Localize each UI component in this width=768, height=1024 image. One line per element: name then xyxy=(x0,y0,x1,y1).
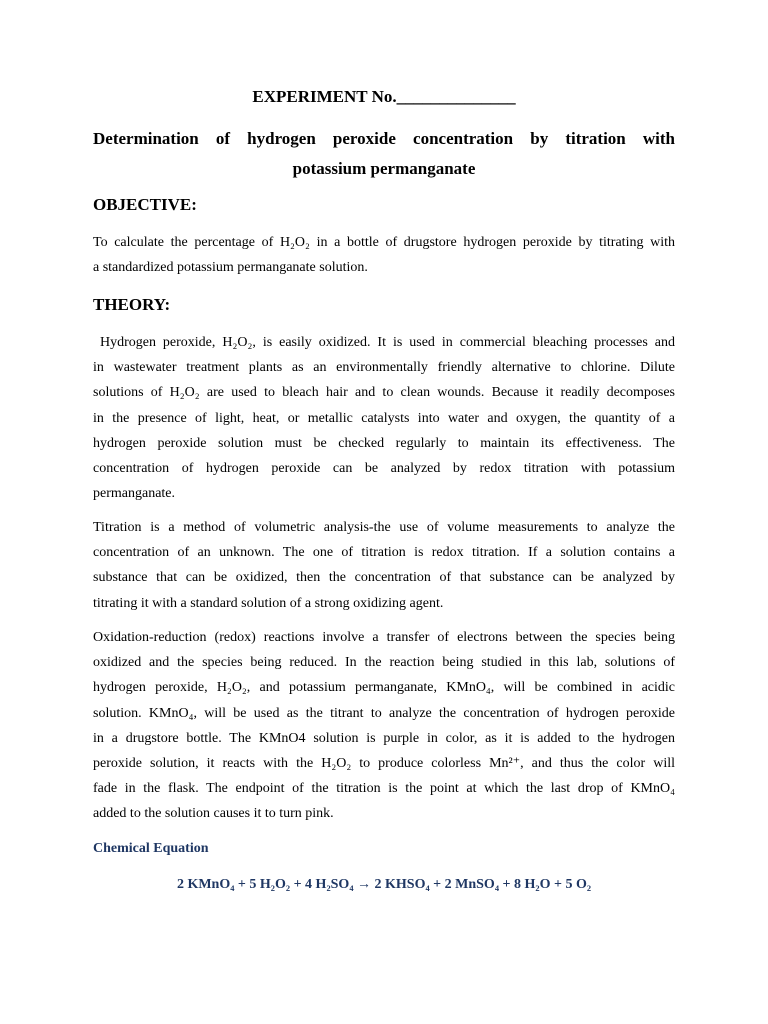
theory-line: solution. KMnO₄, will be used as the titrant to analyze the concentration of hydrogen peroxide xyxy=(93,705,675,721)
objective-heading: OBJECTIVE: xyxy=(93,195,197,214)
theory-paragraph-3 xyxy=(93,625,675,827)
theory-line: in the presence of light, heat, or metallic catalysts into water and oxygen, the quantity of a xyxy=(93,410,675,426)
document-title xyxy=(93,124,675,184)
theory-line: fade in the flask. The endpoint of the titration is the point at which the last drop of KMnO₄ xyxy=(93,781,675,797)
chemical-equation-heading: Chemical Equation xyxy=(93,841,209,856)
objective-paragraph xyxy=(93,230,675,280)
theory-line: solutions of H₂O₂ are used to bleach hair and to clean wounds. Because it readily decomposes xyxy=(93,385,675,401)
theory-line: concentration of hydrogen peroxide can be analyzed by redox titration with potassium xyxy=(93,461,675,477)
theory-line: in wastewater treatment plants as an environmentally friendly alternative to chlorine. Dilute xyxy=(93,360,675,376)
experiment-number-blank: ______________ xyxy=(396,87,516,106)
objective-line: a standardized potassium permanganate solution. xyxy=(93,260,368,276)
title-line-2: potassium permanganate xyxy=(292,159,476,178)
theory-line: substance that can be oxidized, then the concentration of that substance can be analyzed by xyxy=(93,570,675,586)
theory-line: hydrogen peroxide solution must be checked regularly to maintain its effectiveness. The xyxy=(93,435,675,451)
theory-line: in a drugstore bottle. The KMnO4 solution is purple in color, as it is added to the hydrogen xyxy=(93,730,675,746)
theory-line: oxidized and the species being reduced. In the reaction being studied in this lab, solutions of xyxy=(93,655,675,671)
theory-line: hydrogen peroxide, H₂O₂, and potassium permanganate, KMnO₄, will be combined in acidic xyxy=(93,680,675,696)
objective-line: To calculate the percentage of H₂O₂ in a bottle of drugstore hydrogen peroxide by titrating with xyxy=(93,235,675,250)
chemical-equation: 2 KMnO₄ + 5 H₂O₂ + 4 H₂SO₄ → 2 KHSO₄ + 2 MnSO₄ + 8 H₂O + 5 O₂ xyxy=(176,877,592,892)
theory-heading: THEORY: xyxy=(93,295,171,314)
title-line-1: Determination of hydrogen peroxide concentration by titration with xyxy=(93,129,675,148)
experiment-number-heading xyxy=(93,86,675,108)
theory-line: Titration is a method of volumetric analysis-the use of volume measurements to analyze the xyxy=(93,520,675,535)
theory-line: concentration of an unknown. The one of titration is redox titration. If a solution contains a xyxy=(93,545,675,561)
theory-line: titrating it with a standard solution of a strong oxidizing agent. xyxy=(93,595,444,611)
theory-paragraph-1 xyxy=(93,330,675,506)
theory-line: added to the solution causes it to turn pink. xyxy=(93,806,334,822)
experiment-label: EXPERIMENT No. xyxy=(252,87,397,106)
theory-line: peroxide solution, it reacts with the H₂O₂ to produce colorless Mn²⁺, and thus the color will xyxy=(93,756,675,772)
theory-paragraph-2 xyxy=(93,515,675,616)
theory-line: Hydrogen peroxide, H₂O₂, is easily oxidized. It is used in commercial bleaching processes and xyxy=(93,335,675,350)
theory-line: Oxidation-reduction (redox) reactions involve a transfer of electrons between the species being xyxy=(93,630,675,645)
theory-line: permanganate. xyxy=(93,486,176,502)
